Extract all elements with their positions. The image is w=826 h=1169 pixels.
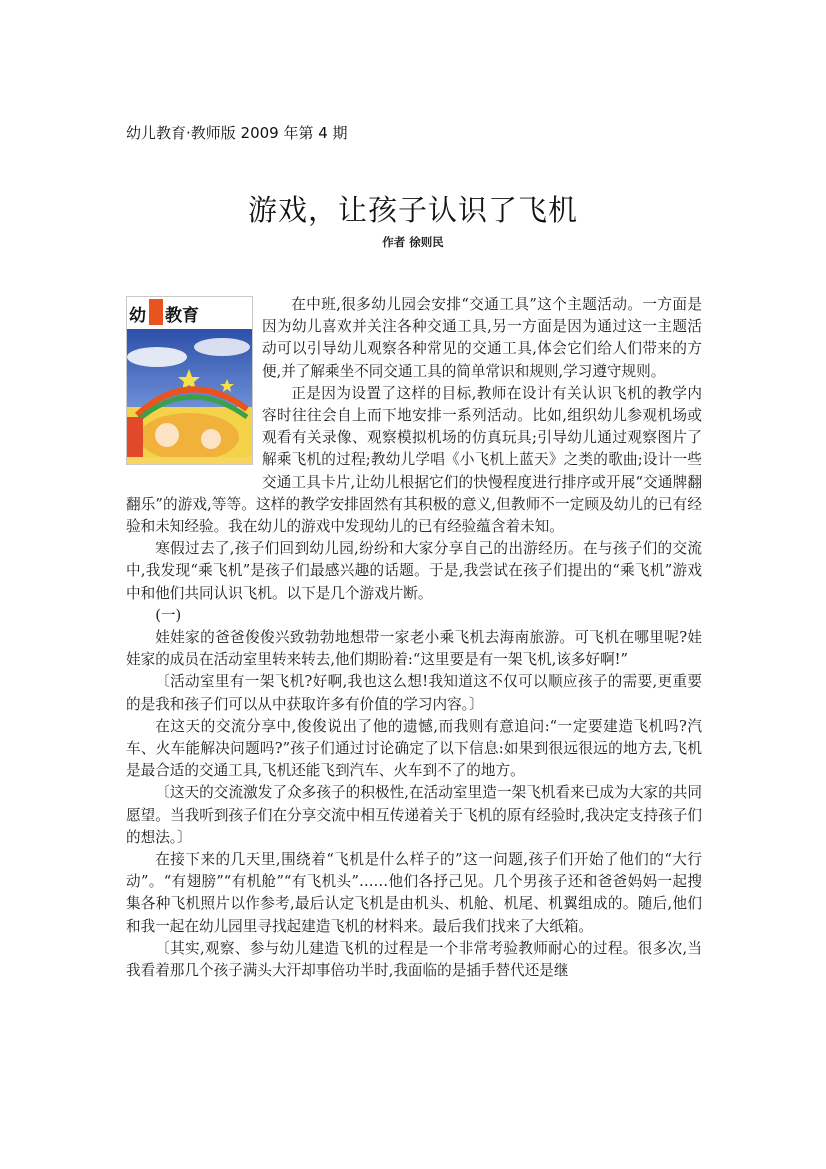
teacher-reflection: 〔这天的交流激发了众多孩子的积极性,在活动室里造一架飞机看来已成为大家的共同愿望。当我听到孩子们在分享交流中相互传递着关于飞机的原有经验时,我决定支持孩子们的想法。〕 [126,784,702,846]
article-author: 作者 徐则民 [382,235,444,249]
section-heading: (一) [155,606,182,624]
article-title: 游戏，让孩子认识了飞机 [247,193,578,227]
paragraph: 寒假过去了,孩子们回到幼儿园,纷纷和大家分享自己的出游经历。在与孩子们的交流中,我发现“乘飞机”是孩子们最感兴趣的话题。于是,我尝试在孩子们提出的“乘飞机”游戏中和他们共同认识飞机。以下是几个游戏片断。 [126,540,702,602]
paragraph: 在这天的交流分享中,俊俊说出了他的遗憾,而我则有意追问:“一定要建造飞机吗?汽车、火车能解决问题吗?”孩子们通过讨论确定了以下信息:如果到很远很远的地方去,飞机是最合适的交通工具,飞机还能飞到汽车、火车到不了的地方。 [126,717,702,780]
paragraph: 在中班,很多幼儿园会安排“交通工具”这个主题活动。一方面是因为幼儿喜欢并关注各种交通工具,另一方面是因为通过这一主题活动可以引导幼儿观察各种常见的交通工具,体会它们给人们带来的方便,并了解乘坐不同交通工具的简单常识和规则,学习遵守规则。 [262,296,702,380]
teacher-reflection: 〔活动室里有一架飞机?好啊,我也这么想!我知道这不仅可以顺应孩子的需要,更重要的是我和孩子们可以从中获取许多有价值的学习内容。〕 [126,673,702,713]
svg-text:教育: 教育 [165,306,199,326]
cover-logo-text: 幼 [129,306,146,326]
teacher-reflection: 〔其实,观察、参与幼儿建造飞机的过程是一个非常考验教师耐心的过程。很多次,当我看着那几个孩子满头大汗却事倍功半时,我面临的是插手替代还是继 [126,939,702,980]
article-body [126,294,702,982]
paragraph: 在接下来的几天里,围绕着“飞机是什么样子的”这一问题,孩子们开始了他们的“大行动”。“有翅膀”“有机舱”“有飞机头”……他们各抒己见。几个男孩子还和爸爸妈妈一起搜集各种飞机照片以作参考,最后认定飞机是由机头、机舱、机尾、机翼组成的。随后,他们和我一起在幼儿园里寻找起建造飞机的材料来。最后我们找来了大纸箱。 [126,851,702,935]
journal-header: 幼儿教育·教师版 2009 年第 4 期 [126,124,348,142]
cover-float-spacer [126,294,262,474]
paragraph: 正是因为设置了这样的目标,教师在设计有关认识飞机的教学内容时往往会自上而下地安排一系列活动。比如,组织幼儿参观机场或观看有关录像、观察模拟机场的仿真玩具;引导幼儿通过观察图片了解乘飞机的过程;教幼儿学唱《小飞机上蓝天》之类的歌曲;设计一些交通工具卡片,让幼儿根据它们的快慢程度进行排序或开展“交通牌翻翻乐”的游戏,等等。这样的教学安排固然有其积极的意义,但教师不一定顾及幼儿的已有经验和未知经验。我在幼儿的游戏中发现幼儿的已有经验蕴含着未知。 [126,384,702,536]
paragraph: 娃娃家的爸爸俊俊兴致勃勃地想带一家老小乘飞机去海南旅游。可飞机在哪里呢?娃娃家的成员在活动室里转来转去,他们期盼着:“这里要是有一架飞机,该多好啊!” [126,629,702,669]
